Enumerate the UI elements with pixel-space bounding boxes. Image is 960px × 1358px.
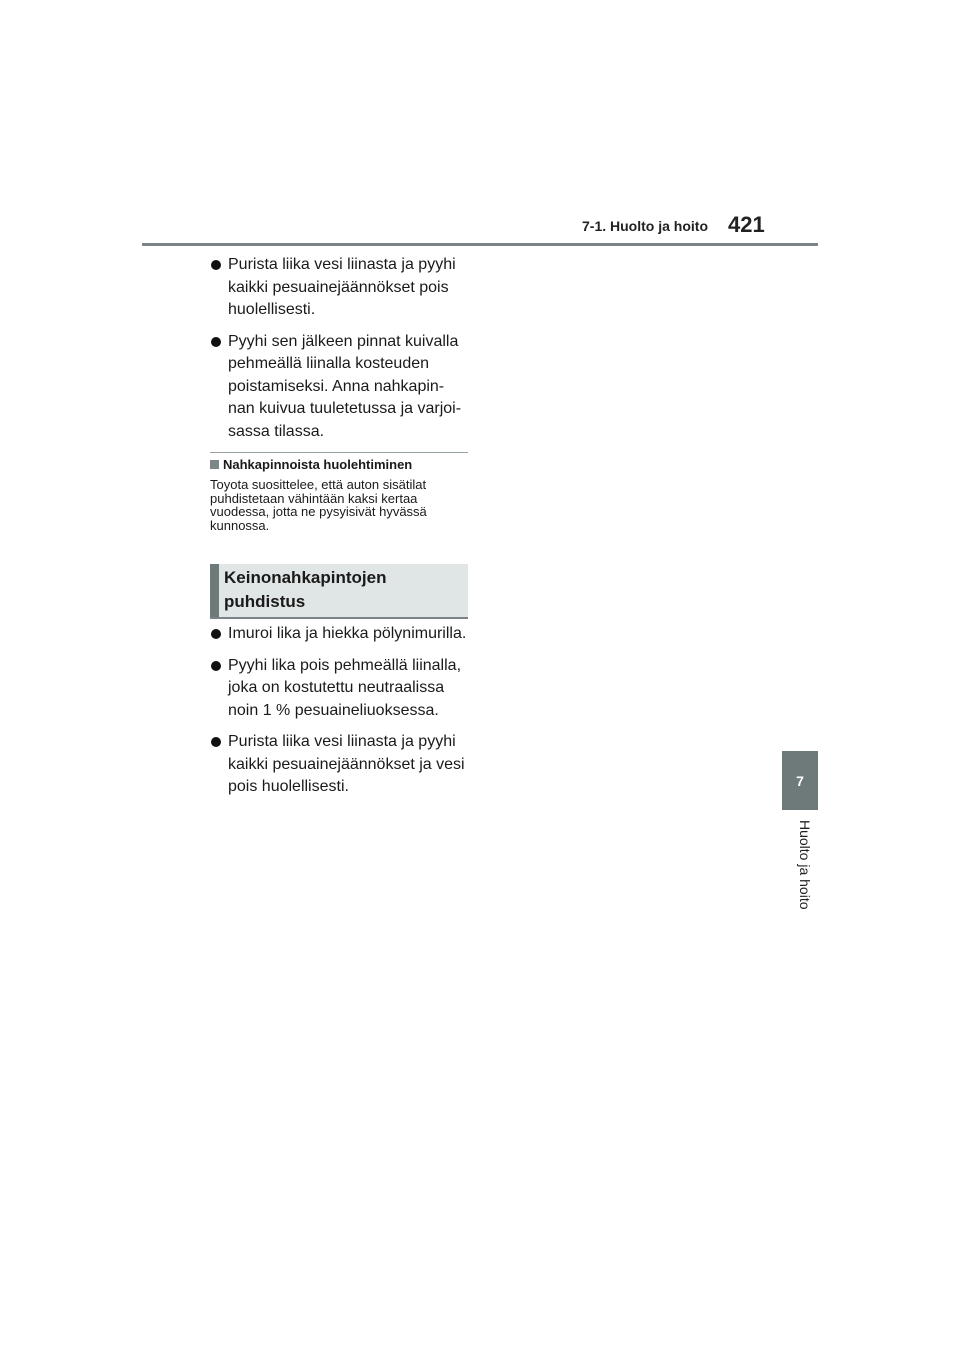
subsection-heading <box>210 457 468 472</box>
list-item <box>210 254 470 322</box>
chapter-tab: 7 <box>782 751 818 810</box>
list-item <box>210 655 470 723</box>
list-item <box>210 731 470 799</box>
intro-bullet-list <box>210 254 470 452</box>
section-title: Keinonahkapintojen puhdistus <box>224 568 387 611</box>
list-item <box>210 331 470 444</box>
header-section-title: 7-1. Huolto ja hoito <box>582 218 708 234</box>
page-number: 421 <box>728 212 765 237</box>
bullet-icon <box>211 661 221 671</box>
list-item-text: Purista liika vesi liinasta ja pyyhi kaikki pesuainejäännökset pois huolellisesti. <box>228 256 456 318</box>
list-item <box>210 623 470 646</box>
square-bullet-icon <box>210 460 219 469</box>
section-accent-bar <box>210 564 219 617</box>
header-divider <box>142 243 818 246</box>
bullet-icon <box>211 629 221 639</box>
subsection-divider <box>210 452 468 453</box>
section-heading-box <box>210 564 468 619</box>
list-item-text: Pyyhi sen jälkeen pinnat kuivalla pehmeällä liinalla kosteuden poistamiseksi. Anna nahkapin-nan kuivua tuuletetussa ja varjoi-sassa tilassa. <box>228 332 462 440</box>
bullet-icon <box>211 260 221 270</box>
list-item-text: Imuroi lika ja hiekka pölynimurilla. <box>228 625 467 642</box>
bullet-icon <box>211 737 221 747</box>
subsection-text: Toyota suosittelee, että auton sisätilat puhdistetaan vähintään kaksi kertaa vuodessa, jotta ne pysyisivät hyvässä kunnossa. <box>210 477 427 533</box>
list-item-text: Purista liika vesi liinasta ja pyyhi kaikki pesuainejäännökset ja vesi pois huolellisesti. <box>228 733 465 795</box>
chapter-side-title: Huolto ja hoito <box>797 820 813 910</box>
bullet-icon <box>211 337 221 347</box>
section-bullet-list <box>210 623 470 808</box>
list-item-text: Pyyhi lika pois pehmeällä liinalla, joka on kostutettu neutraalissa noin 1 % pesuaineliuoksessa. <box>228 656 462 719</box>
subsection-heading-text: Nahkapinnoista huolehtiminen <box>223 457 413 472</box>
